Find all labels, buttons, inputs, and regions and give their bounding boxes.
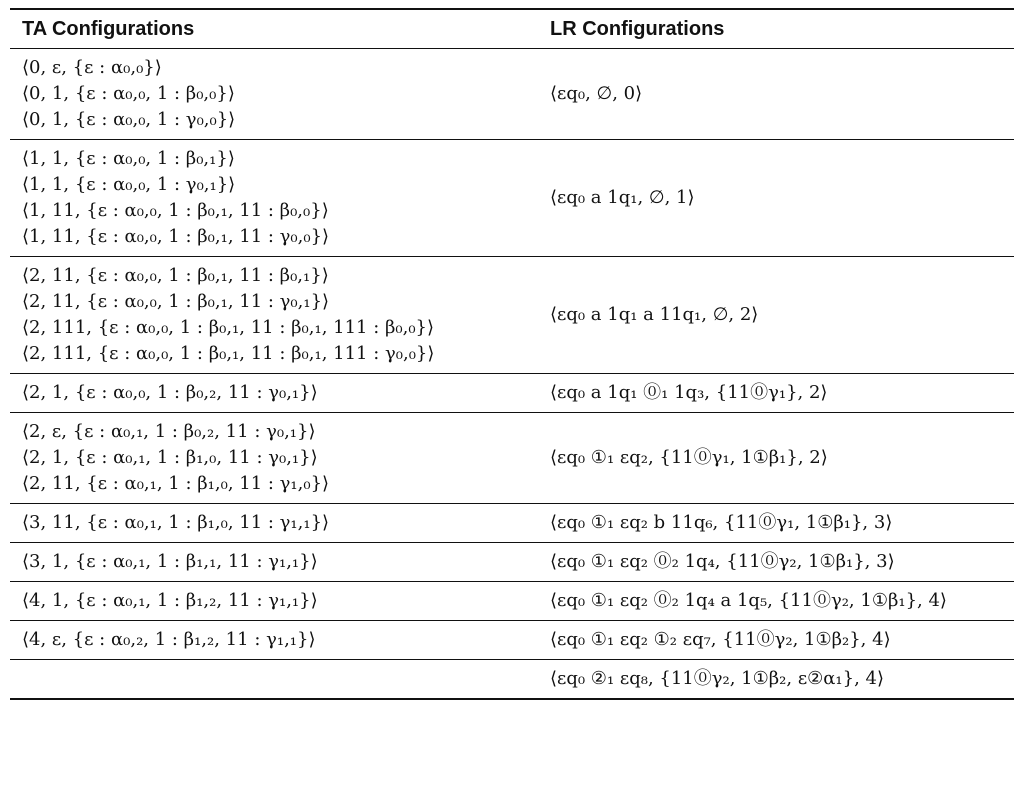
ta-line: ⟨2, 111, {ε : α₀,₀, 1 : β₀,₁, 11 : β₀,₁, 111 : β₀,₀}⟩ <box>22 317 435 338</box>
table-row <box>10 413 1014 504</box>
ta-cell <box>10 582 538 620</box>
ta-line: ⟨0, 1, {ε : α₀,₀, 1 : γ₀,₀}⟩ <box>22 109 236 130</box>
table-row <box>10 374 1014 413</box>
lr-cell <box>538 543 1014 581</box>
lr-line: ⟨εq₀ ②₁ εq₈, {11⓪γ₂, 1①β₂, ε②α₁}, 4⟩ <box>550 668 885 689</box>
lr-line: ⟨εq₀ ①₁ εq₂, {11⓪γ₁, 1①β₁}, 2⟩ <box>550 447 828 468</box>
ta-cell <box>10 543 538 581</box>
ta-line: ⟨2, 1, {ε : α₀,₁, 1 : β₁,₀, 11 : γ₀,₁}⟩ <box>22 447 318 468</box>
lr-cell <box>538 582 1014 620</box>
lr-line: ⟨εq₀ ①₁ εq₂ ①₂ εq₇, {11⓪γ₂, 1①β₂}, 4⟩ <box>550 629 891 650</box>
lr-line: ⟨εq₀ ①₁ εq₂ b 11q₆, {11⓪γ₁, 1①β₁}, 3⟩ <box>550 512 893 533</box>
table-row <box>10 49 1014 140</box>
lr-line: ⟨εq₀, ∅, 0⟩ <box>550 83 643 104</box>
ta-line: ⟨1, 1, {ε : α₀,₀, 1 : γ₀,₁}⟩ <box>22 174 236 195</box>
header-lr-configurations: LR Configurations <box>550 17 725 40</box>
ta-cell <box>10 49 538 139</box>
ta-line-empty <box>22 666 538 692</box>
ta-line: ⟨3, 11, {ε : α₀,₁, 1 : β₁,₀, 11 : γ₁,₁}⟩ <box>22 512 330 533</box>
lr-cell <box>538 374 1014 412</box>
ta-line: ⟨3, 1, {ε : α₀,₁, 1 : β₁,₁, 11 : γ₁,₁}⟩ <box>22 551 318 572</box>
table-row <box>10 140 1014 257</box>
table-row <box>10 504 1014 543</box>
ta-line: ⟨2, 111, {ε : α₀,₀, 1 : β₀,₁, 11 : β₀,₁, 111 : γ₀,₀}⟩ <box>22 343 435 364</box>
ta-line: ⟨2, 11, {ε : α₀,₀, 1 : β₀,₁, 11 : β₀,₁}⟩ <box>22 265 329 286</box>
ta-line: ⟨0, ε, {ε : α₀,₀}⟩ <box>22 57 162 78</box>
ta-cell <box>10 504 538 542</box>
table-row <box>10 660 1014 698</box>
ta-cell <box>10 140 538 256</box>
lr-cell <box>538 621 1014 659</box>
ta-line: ⟨2, 1, {ε : α₀,₀, 1 : β₀,₂, 11 : γ₀,₁}⟩ <box>22 382 318 403</box>
configurations-table <box>10 8 1014 700</box>
table-row <box>10 621 1014 660</box>
lr-line: ⟨εq₀ ①₁ εq₂ ⓪₂ 1q₄ a 1q₅, {11⓪γ₂, 1①β₁}, 4⟩ <box>550 590 947 611</box>
ta-line: ⟨1, 11, {ε : α₀,₀, 1 : β₀,₁, 11 : β₀,₀}⟩ <box>22 200 329 221</box>
ta-line: ⟨2, ε, {ε : α₀,₁, 1 : β₀,₂, 11 : γ₀,₁}⟩ <box>22 421 316 442</box>
ta-line: ⟨1, 1, {ε : α₀,₀, 1 : β₀,₁}⟩ <box>22 148 235 169</box>
lr-cell <box>538 439 1014 477</box>
ta-line: ⟨4, ε, {ε : α₀,₂, 1 : β₁,₂, 11 : γ₁,₁}⟩ <box>22 629 316 650</box>
lr-cell <box>538 504 1014 542</box>
ta-cell <box>10 413 538 503</box>
ta-line: ⟨1, 11, {ε : α₀,₀, 1 : β₀,₁, 11 : γ₀,₀}⟩ <box>22 226 330 247</box>
ta-line: ⟨2, 11, {ε : α₀,₀, 1 : β₀,₁, 11 : γ₀,₁}⟩ <box>22 291 330 312</box>
lr-line: ⟨εq₀ ①₁ εq₂ ⓪₂ 1q₄, {11⓪γ₂, 1①β₁}, 3⟩ <box>550 551 895 572</box>
lr-line: ⟨εq₀ a 1q₁, ∅, 1⟩ <box>550 187 695 208</box>
table-row <box>10 257 1014 374</box>
lr-cell <box>538 75 1014 113</box>
ta-line: ⟨2, 11, {ε : α₀,₁, 1 : β₁,₀, 11 : γ₁,₀}⟩ <box>22 473 330 494</box>
header-ta-configurations: TA Configurations <box>22 17 195 40</box>
table-row <box>10 582 1014 621</box>
lr-line: ⟨εq₀ a 1q₁ a 11q₁, ∅, 2⟩ <box>550 304 759 325</box>
ta-cell <box>10 374 538 412</box>
table-row <box>10 543 1014 582</box>
lr-cell <box>538 660 1014 698</box>
ta-line: ⟨0, 1, {ε : α₀,₀, 1 : β₀,₀}⟩ <box>22 83 235 104</box>
lr-cell <box>538 179 1014 217</box>
table-header <box>10 10 1014 49</box>
lr-cell <box>538 296 1014 334</box>
ta-cell <box>10 257 538 373</box>
ta-cell <box>10 660 538 698</box>
ta-cell <box>10 621 538 659</box>
lr-line: ⟨εq₀ a 1q₁ ⓪₁ 1q₃, {11⓪γ₁}, 2⟩ <box>550 382 828 403</box>
ta-line: ⟨4, 1, {ε : α₀,₁, 1 : β₁,₂, 11 : γ₁,₁}⟩ <box>22 590 318 611</box>
